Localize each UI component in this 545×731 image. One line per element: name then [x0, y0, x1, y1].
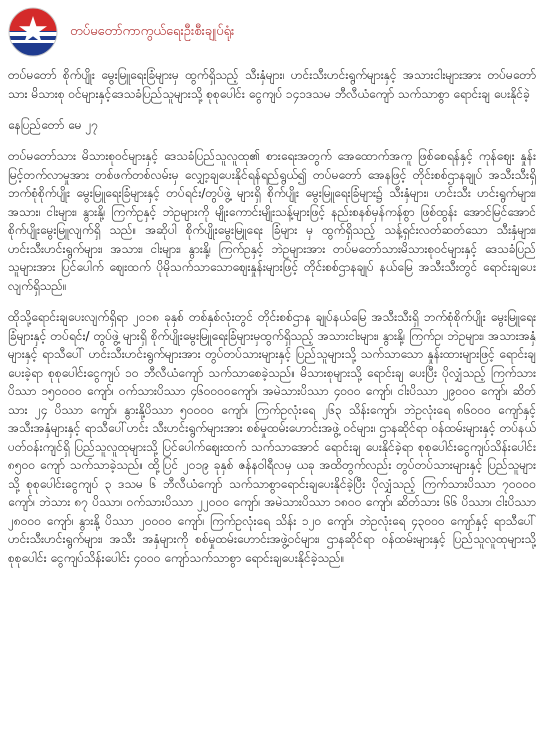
tatmadaw-emblem-icon [8, 7, 58, 57]
organization-name: တပ်မတော်ကာကွယ်ရေးဦးစီးချုပ်ရုံး [70, 23, 235, 39]
article-dateline: နေပြည်တော် မေ ၂၇ [8, 118, 98, 132]
page-header [8, 6, 538, 58]
article-paragraph-1: တပ်မတော်သား မိသားစုဝင်များနှင့် ဒေသခံပြည်သူလူထု၏ စားရေးအတွက် အေထောက်အကူ ဖြစ်စေရန်နှင့် ကုန်ဈေး နှုန်း မြင့်တက်လာမှုအား တစ်ဖက်တစ်လမ်းမှ လျှော့ချပေးနိုင်ရန်ရည်ရွယ်၍ တပ်မတော် အေနဖြင့် တိုင်းစစ်ဌာနချုပ် အသီးသီးရှိ ဘက်စုံစိုက်ပျိုး မွေးမြူရေးခြံများနှင့် တပ်ရင်း/တွပ်ဖွဲ့ များရှိ စိုက်ပျိုး မွေးမြူရေးခြံများ၌ သီးနှံများ၊ ဟင်းသီး ဟင်းရွက်များ၊ အသား၊ ငါးများ၊ နွားနို့၊ ကြက်ဥနှင့် ဘဲဥများကို မျိုးကောင်းမျိုးသန့်များဖြင့် နည်းစနစ်မှန်ကန်စွာ ဖြစ်ထွန်း အောင်မြင်အောင် စိုက်ပျိုးမွေးမြူလျက်ရှိ သည်။ အဆိုပါ စိုက်ပျိုးမွေးမြူရေး ခြံများ မှ ထွက်ရှိသည့် သန့်ရှင်းလတ်ဆတ်သော သီးနှံများ၊ ဟင်းသီးဟင်းရွက်များ၊ အသား၊ ငါးများ၊ နွားနို့၊ ကြက်ဥနှင့် ဘဲဥများအား တပ်မတော်သားမိသားစုဝင်များနှင့် ဒေသခံပြည်သူများအား ပြင်ပေါက် ဈေးထက် ပိုမိုသက်သာသောဈေးနှုန်းများဖြင့် တိုင်းစစ်ဌာနချုပ် နယ်မြေ အသီးသီးတွင် ရောင်းချပေးလျက်ရှိသည်။ [8, 149, 536, 293]
article-headline: တပ်မတော် စိုက်ပျိုး မွေးမြူရေးခြံများမှ ထွက်ရှိသည့် သီးနှံများ၊ ဟင်းသီးဟင်းရွက်များနှင့် အသားငါးများအား တပ်မတော်သား မိသားစု ဝင်များနှင့်ဒေသခံပြည်သူများသို့ စုစုပေါင်း ငွေကျပ် ၁၄၁ဒသမ ဘီလီယံကျော် သက်သာစွာ ရောင်းချ ပေးနိုင်ခဲ့ [8, 68, 536, 101]
article-body [8, 66, 536, 580]
article-paragraph-2: ထိုသို့ရောင်းချပေးလျက်ရှိရာ ၂၀၁၈ ခုနှစ် တစ်နှစ်လုံးတွင် တိုင်းစစ်ဌာန ချုပ်နယ်မြေ အသီးသီးရှိ ဘက်စုံစိုက်ပျိုး မွေးမြူရေး ခြံများနှင့် တပ်ရင်း/ တွပ်ဖွဲ့ များရှိ စိုက်ပျိုးမွေးမြူရေးခြံများမှထွက်ရှိသည့် အသားငါးများ၊ နွားနို့၊ ကြက်ဥ၊ ဘဲဥများ၊ အသားအနှံများနှင့် ရာသီပေါ် ဟင်းသီးဟင်းရွက်များအား တွပ်တပ်သားများနှင့် ပြည်သူများသို့ သက်သာသော နှုန်းထားများဖြင့် ရောင်းချပေးခဲ့ရာ စုစုပေါင်းငွေကျပ် ၁၀ ဘီလီယံကျော် သက်သာစေခဲ့သည်။ မိသားစုများသို့ ရောင်းချ ပေးပြီး ပိုလျှံသည့် ကြက်သားပိဿာ ၁၅၀၀၀၀ ကျော်၊ ဝက်သားပိဿာ ၄၆၀၀၀၀ကျော်၊ အမဲသားပိဿာ ၄၀၀၀ ကျော်၊ ငါးပိဿာ ၂၉၀၀၀ ကျော်၊ ဆိတ်သား ၂၄ ပိဿာ ကျော်၊ နွားနို့ပိဿာ ၅၀၀၀၀ ကျော်၊ ကြက်ဥလုံးရေ ၂၆၃ သိန်းကျော်၊ ဘဲဥလုံးရေ ၈၆၀၀၀ ကျော်နှင့် အသီးအနှံများနှင့် ရာသီပေါ်ဟင်း သီးဟင်းရွက်များအား စစ်မှုထမ်းဟောင်းအဖွဲ့ ဝင်များ၊ ဌာနဆိုင်ရာ ဝန်ထမ်းများနှင့် တပ်နယ် ပတ်ဝန်းကျင်ရှိ ပြည်သူလူထုများသို့ ပြင်ပေါက်ဈေးထက် သက်သာအောင် ရောင်းချ ပေးနိုင်ခဲ့ရာ စုစုပေါင်းငွေကျပ်သိန်းပေါင်း ၈၅၀၀ ကျော် သက်သာခဲ့သည်။ ထို့ပြင် ၂၀၁၉ ခုနှစ် ဇန်နဝါရီလမှ ယခု အထိတွက်လည်း တွပ်တပ်သားများနှင့် ပြည်သူများသို့ စုစုပေါင်းငွေကျပ် ၃ ဒသမ ၆ ဘီလီယံကျော် သက်သာစွာရောင်းချပေးနိုင်ခဲ့ပြီး ပိုလျှံသည့် ကြက်သားပိဿာ ၇၀၀၀၀ ကျော်၊ ဘဲသား ၈၇ ပိဿာ၊ ဝက်သားပိဿာ ၂၂၀၀၀ ကျော်၊ အမဲသားပိဿာ ၁၈၀၀ ကျော်၊ ဆိတ်သား ၆၆ ပိဿာ၊ ငါးပိဿာ ၂၈၀၀၀ ကျော်၊ နွားနို့ ပိဿာ ၂၀၀၀၀ ကျော်၊ ကြက်ဥလုံးရေ သိန်း ၁၂၀ ကျော်၊ ဘဲဥလုံးရေ ၄၃၀၀၀ ကျော်နှင့် ရာသီပေါ် ဟင်းသီးဟင်းရွက်များ၊ အသီး အနှံများကို စစ်မှုထမ်းဟောင်းအဖွဲ့ဝင်များ၊ ဌာနဆိုင်ရာ ဝန်ထမ်းများနှင့် ပြည်သူလူထုများသို့ စုစုပေါင်း ငွေကျပ်သိန်းပေါင်း ၄၀၀၀ ကျော်သက်သာစွာ ရောင်းချပေးနိုင်ခဲ့သည်။ [8, 310, 536, 565]
